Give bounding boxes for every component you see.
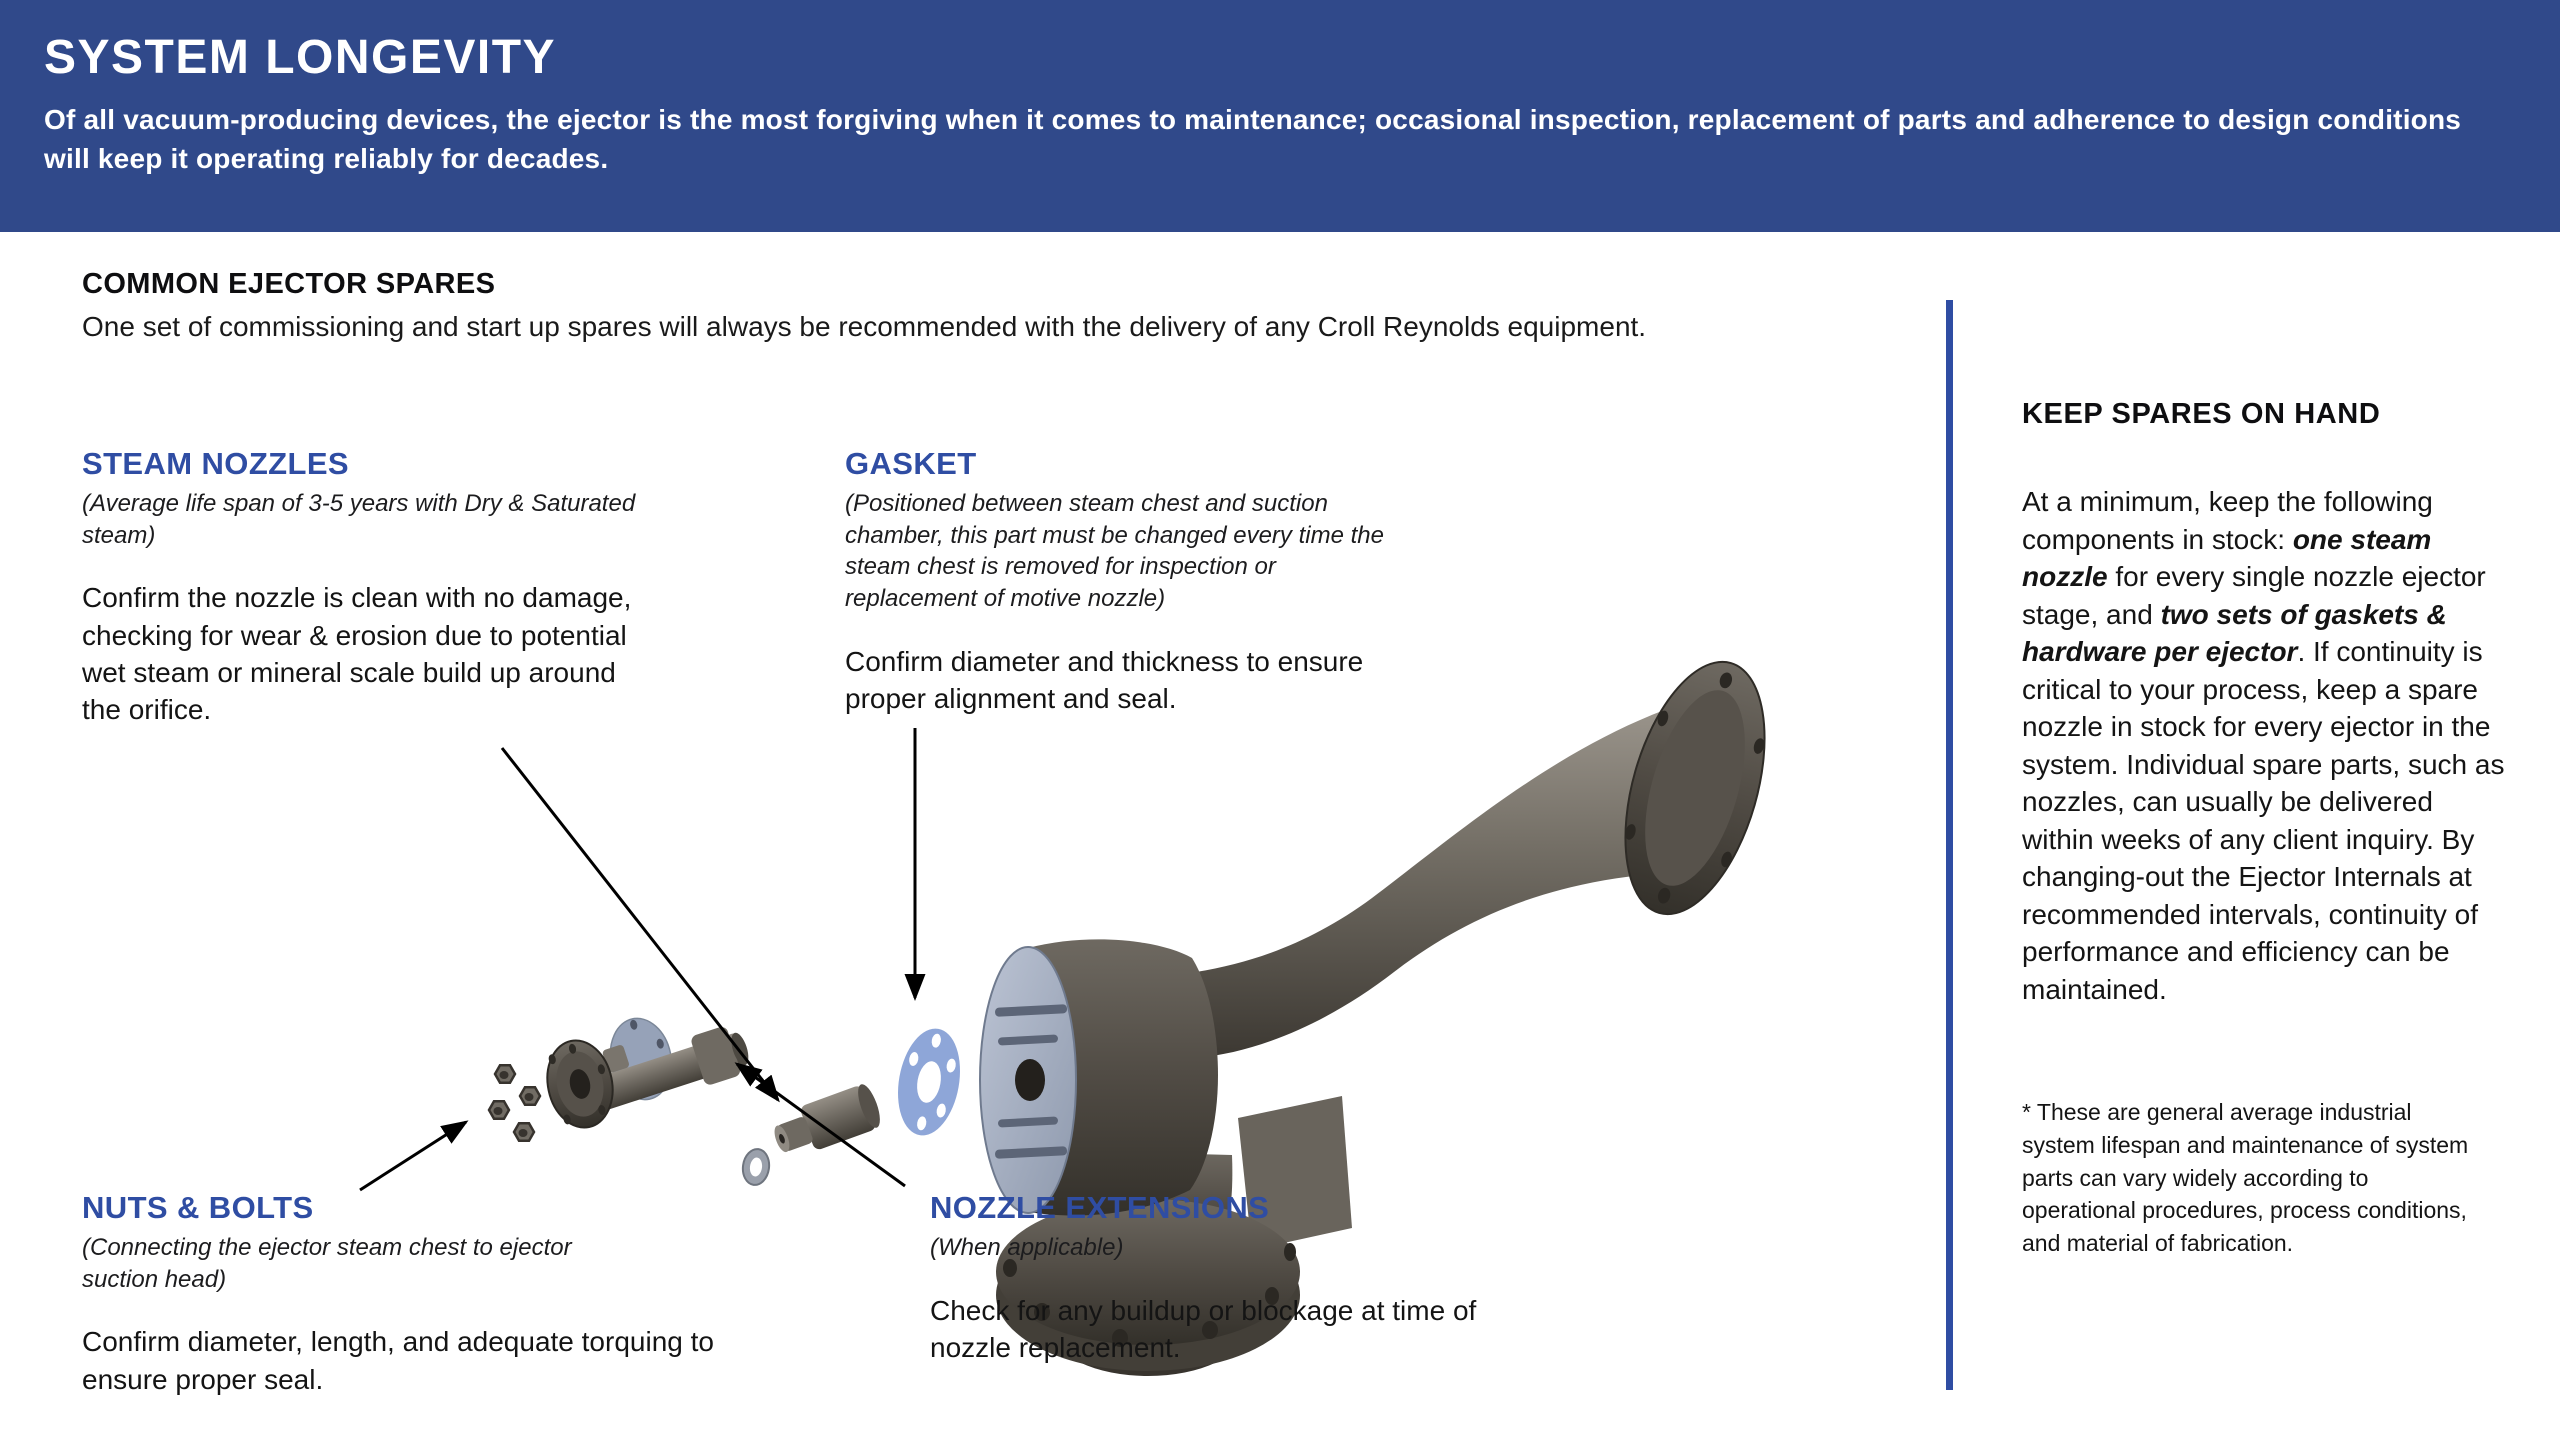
callout-title: NOZZLE EXTENSIONS — [930, 1190, 1270, 1225]
washer-part — [741, 1147, 772, 1186]
callout-note: (Average life span of 3-5 years with Dry & Saturated steam) — [82, 490, 636, 549]
header-description: Of all vacuum-producing devices, the ejector is the most forgiving when it comes to maintenance; occasional inspection, replacement of parts and adherence to design conditions will keep it operating reliably for decades. — [44, 104, 2462, 174]
callout-title: GASKET — [845, 446, 977, 481]
callout-title: STEAM NOZZLES — [82, 446, 349, 481]
callout-note: (Connecting the ejector steam chest to ejector suction head) — [82, 1234, 572, 1293]
nozzle-extension-part — [768, 1082, 885, 1163]
diffuser — [1196, 705, 1680, 1058]
nuts-part — [489, 1065, 540, 1140]
gasket-part — [890, 1024, 968, 1141]
callout-title: NUTS & BOLTS — [82, 1190, 314, 1225]
callout-note: (Positioned between steam chest and suction chamber, this part must be changed every time the steam chest is removed for inspection or replacement of motive nozzle) — [845, 490, 1384, 613]
intro-heading: COMMON EJECTOR SPARES — [82, 268, 496, 300]
callout-body: Confirm diameter and thickness to ensure proper alignment and seal. — [845, 645, 1364, 714]
callout-body: Confirm the nozzle is clean with no damage, checking for wear & erosion due to potential wet steam or mineral scale build up around the orifice. — [82, 582, 632, 726]
page-title: SYSTEM LONGEVITY — [44, 31, 557, 84]
sidebar-heading: KEEP SPARES ON HAND — [2022, 398, 2381, 430]
intro-subheading: One set of commissioning and start up spares will always be recommended with the delivery of any Croll Reynolds equipment. — [82, 311, 1647, 342]
callout-nozzle-extensions — [930, 1190, 1530, 1366]
callout-gasket — [845, 446, 1430, 717]
nuts-bolts-arrow — [360, 1122, 466, 1190]
sidebar-footnote: * These are general average industrial system lifespan and maintenance of system parts can vary widely according to operational procedures, process conditions, and material of fabrication. — [2022, 1099, 2469, 1256]
callout-body: Confirm diameter, length, and adequate torquing to ensure proper seal. — [82, 1326, 714, 1395]
sidebar-body: At a minimum, keep the following components in stock: one steam nozzle for every single nozzle ejector stage, and two sets of gaskets & hardware per ejector. If continuity is critical to your process, keep a spare nozzle in stock for every ejector in the system. Individual spare parts, such as nozzles, can usually be delivered within weeks of any client inquiry. By changing-out the Ejector Internals at recommended intervals, continuity of performance and efficiency can be maintained. — [2022, 486, 2505, 1005]
callout-body: Check for any buildup or blockage at time of nozzle replacement. — [930, 1294, 1477, 1363]
callout-note: (When applicable) — [930, 1234, 1124, 1261]
steam-chest — [980, 939, 1218, 1215]
callout-nuts-bolts — [82, 1190, 722, 1398]
callout-steam-nozzles — [82, 446, 657, 728]
